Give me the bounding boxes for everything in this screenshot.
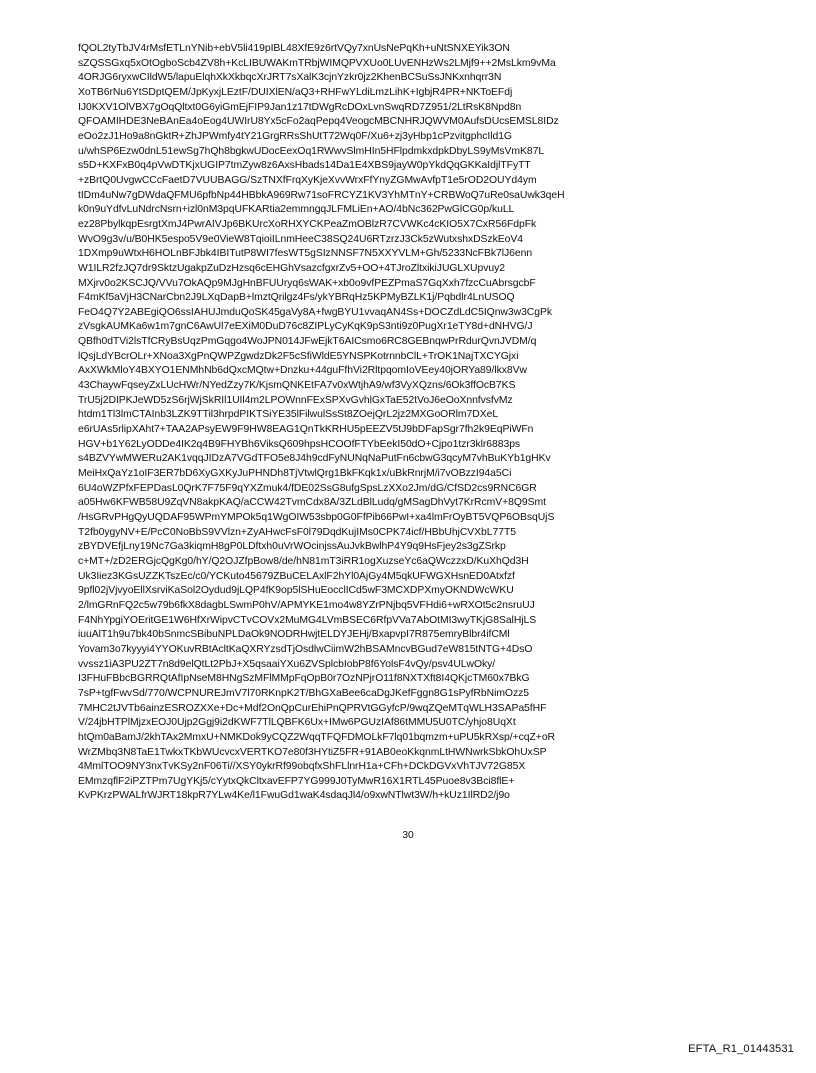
text-line: KvPKrzPWALfrWJRT18kpR7YLw4Ke/l1FwuGd1waK4sdaqJl4/o9xwNTlwt3W/h+kUz1IlRD2/j9o	[78, 790, 510, 802]
text-line: 4ORJG6ryxwCIldW5/lapuElqhXkXkbqcXrJRT7sXalK3cjnYzkr0jz2KhenBCSuSsJNKxnhqrr3N	[78, 72, 502, 84]
text-line: c+MT+/zD2ERGjcQgKg0/hY/Q2OJZfpBow8/de/hN81mT3iRR1ogXuzseYc6aQWczzxD/KuXhQd3H	[78, 555, 529, 567]
text-line: F4NhYpgiYOEritGE1W6HfXrWipvCTvCOVx2MuMG4LVmBSEC6RfpVVa7AbOtMI3wyTKjG8SalHjLS	[78, 614, 537, 626]
text-line: W1ILR2fzJQ7dr9SktzUgakpZuDzHzsq6cEHGhVsazcfgxrZv5+OO+4TJroZltxikiJUGLXUpvuy2	[78, 262, 505, 274]
text-line: vvssz1iA3PU2ZT7n8d9elQtLt2PbJ+X5qsaaiYXu6ZVSplcbIobP8f6YolsF4vQy/psv4ULwOky/	[78, 658, 496, 670]
text-line: TrU5j2DIPKJeWD5zS6rjWjSkRIl1UIl4m2LPOWnnFExSPXvGvhlGxTaE52tVoJ6eOoXnnfvsfvMz	[78, 394, 513, 406]
text-line: u/whSP6Ezw0dnL51ewSg7hQh8bgkwUDocEexOq1RWwvSlmHIn5HFlpdmkxdpkDbyLS9yMsVmK87L	[78, 145, 545, 157]
text-line: T2fb0ygyNV+E/PcC0NoBbS9VVlzn+ZyAHwcFsF0l79DqdKujIMs0CPK74icf/HBbUhjCVXbL77T5	[78, 526, 516, 538]
text-line: tIDm4uNw7gDWdaQFMU6pfbNp44HBbkA969Rw71soFRCYZ1KV3YhMTnY+CRBWoQ7uRe0saUwk3qeH	[78, 189, 565, 201]
text-line: 7sP+tgfFwvSd/770/WCPNUREJmV7l70RKnpK2T/BhGXaBee6caDgJKefFggn8G1sPyfRbNimOzz5	[78, 687, 529, 699]
text-line: zBYDVEfjLny19Nc7Ga3kiqmH8gP0LDftxh0uVrWOcinjssAuJvkBwlhP4Y9q9HsFjey2s3gZSrkp	[78, 541, 506, 553]
text-line: s4BZVYwMWERu2AK1vqqJIDzA7VGdTFO5e8J4h9cdFyNUNqNaPutFn6cbwG3qcyM7vhBuKYb1gHKv	[78, 453, 551, 465]
text-line: htdm1Tl3lmCTAInb3LZK9TTil3hrpdPIKTSiYE35lFilwulSsSt8ZOejQrL2jz2MXGoORlm7DXeL	[78, 409, 499, 421]
text-line: 7MHC2tJVTb6ainzESROZXXe+Dc+Mdf2OnQpCurEhiPnQPRVtGGyfcP/9wqZQeMTqWLH3SAPa5fHF	[78, 702, 547, 714]
text-line: lQsjLdYBcrOLr+XNoa3XgPnQWPZgwdzDk2F5cSfiWldE5YNSPKotrnnbClL+TrOK1NajTXCYGjxi	[78, 350, 519, 362]
text-line: fQOL2tyTbJV4rMsfETLnYNib+ebV5li419pIBL48XfE9z6rtVQy7xnUsNePqKh+uNtSNXEYik3ON	[78, 43, 510, 54]
text-line: eOo2zJ1Ho9a8nGktR+ZhJPWmfy4tY21GrgRRsShUtT72Wq0F/Xu6+zj3yHbp1cPzvitgphcIld1G	[78, 130, 512, 142]
text-line: htQm0aBamJ/2khTAx2MmxU+NMKDok9yCQZ2WqqTFQFDMOLkF7lq01bqmzm+uPU5kRXsp/+cqZ+oR	[78, 731, 556, 743]
text-line: V/24jbHTPlMjzxEOJ0Ujp2Ggj9i2dKWF7TlLQBFK6Ux+IMw6PGUzIAf86tMMU5U0TC/yhjo8UqXt	[78, 717, 516, 729]
text-line: EMmzqflF2iPZTPm7UgYKj5/cYytxQkCltxavEFP7YG999J0TyMwR16X1RTL45Puoe8v3Bci8flE+	[78, 775, 515, 787]
text-line: 2/lmGRnFQ2c5w79b6fkX8dagbLSwmP0hV/APMYKE1mo4w8YZrPNjbq5VFHdi6+wRXOt5c2nsruUJ	[78, 599, 535, 611]
text-line: 1DXmp9uWtxH6HOLnBFJbk4IBITutP8WI7fesWT5gSIzNNSF7N5XXYVLM+Gh/5233NcFBk7lJ6enn	[78, 248, 533, 260]
text-line: XoTB6rNu6YtSDptQEM/JpKyxjLEztF/DUIXlEN/aQ3+RHFwYLdiLmzLihK+IgbjR4PR+NKToEFdj	[78, 86, 513, 98]
text-line: WrZMbq3N8TaE1TwkxTKbWUcvcxVERTKO7e80f3HYtiZ5FR+91AB0eoKkqnmLtHWNwrkSbkOhUxSP	[78, 746, 547, 758]
text-line: zVsgkAUMKa6w1m7gnC6AwUl7eEXiM0DuD76c8ZIPLyCyKqK9pS3nti9z0PugXr1eTY8d+dNHVG/J	[78, 321, 533, 333]
text-line: I3FHuFBbcBGRRQtAfIpNseM8HNgSzMFlMMpFqOpB0r7OzNPjrO11f8NXTXft8I4QKjcTM60x7BkG	[78, 673, 530, 685]
text-line: +zBrtQ0UvgwCCcFaetD7VUUBAGG/SzTNXfFrqXyKjeXvvWrxFfYnyZGMwAvfpT1e5rOD2OUYd4ym	[78, 174, 537, 186]
text-line: k0n9uYdfvLuNdrcNsrn+izl0nM3pqUFKARtia2emmngqJLFMLiEn+AO/4bNc362PwGlCG0p/kuLL	[78, 204, 515, 216]
text-line: HGV+b1Y62LyODDe4IK2q4B9FHYBh6ViksQ609hpsHCOOfFTYbEekI50dO+Cjpo1tzr3klr6883ps	[78, 438, 521, 450]
text-line: AxXWkMloY4BXYO1ENMhNb6dQxcMQtw+Dnzku+44guFfhVi2RltpqomIoVEey40jORYa89/lkx8Vw	[78, 365, 527, 377]
text-line: MXjrv0o2KSCJQ/VVu7OkAQp9MJgHnBFUUryq6sWAK+xb0o9vfPEZPmaS7GqXxh7fzcCuAbrsgcbF	[78, 277, 536, 289]
text-line: 9pfl02jVjvyoEllXsrviKaSol2Oydud9jLQP4fK9op5lSHuEocclICd5wF3MCXDPXmyOKNDWcWKU	[78, 585, 514, 597]
text-line: QBfh0dTVi2lsTfCRyBsUqzPmGqgo4WoJPN014JFwEjkT6AICsmo6RC8GEBnqwPrRdurQvnJVDM/q	[78, 336, 537, 348]
text-line: a05Hw6KFWB58U9ZqVN8akpKAQ/aCCW42TvmCdx8A/3ZLdBlLudq/gMSagDhVyt7KrRcmV+8Q9Smt	[78, 497, 546, 509]
text-line: QFOAMIHDE3NeBAnEa4oEog4UWIrU8Yx5cFo2aqPepq4VeogcMBCNHRJQWVM0AufsDUcsEMSL8IDz	[78, 116, 559, 128]
text-line: ez28PbylkqpEsrgtXmJ4PwrAIVJp6BKUrcXoRHXYCKPeaZmOBlzR7CVWKc4cKIO5X7CxR56FdpFk	[78, 218, 537, 230]
text-line: e6rUAs5rlipXAht7+TAA2APsyEW9F9HW8EAG1QnTkKRHU5pEEZV5tJ9bDFapSgr7fh2k9EqPiWFn	[78, 424, 534, 436]
text-line: F4mKf5aVjH3CNarCbn2J9LXqDapB+lmztQrilgz4Fs/ykYBRqHz5KPMyBZLK1j/Pqbdlr4LnUSOQ	[78, 292, 515, 304]
text-line: FeO4Q7Y2ABEgiQO6ssIAHUJmduQoSK45gaVy8A+fwgBYU1vvaqAN4Ss+DOCZdLdC5IQnw3w3CgPk	[78, 306, 553, 318]
text-line: MeiHxQaYz1oIF3ER7bD6XyGXKyJuPHNDh8TjVtwlQrg1BkFKqk1x/uBkRnrjM/i7vOBzzI94a5Ci	[78, 468, 512, 480]
text-line: /HsGRvPHgQyUQDAF95WPmYMPOk5q1WgOIW53sbp0G0FfPib66PwI+xa4lmFrOyBT5VQP6OBsqUjS	[78, 512, 555, 523]
text-line: IJ0KXV1OlVBX7gOqQltxt0G6yiGmEjFIP9Jan1z17tDWgRcDOxLvnSwqRD7Z951/2LtRsK8Npd8n	[78, 101, 522, 113]
encoded-text-block	[78, 42, 728, 804]
document-id: EFTA_R1_01443531	[688, 1043, 794, 1055]
page-number: 30	[402, 830, 414, 841]
text-line: WvO9g3v/u/B0HK5espo5V9e0VieW8TqioiILnmHeeC38SQ24U6RTzrzJ3Ck5zWutxshxDSzkEoV4	[78, 233, 523, 245]
text-line: Yovam3o7kyyyi4YYOKuvRBtAcltKaQXRYzsdTjOsdlwCiimW2hBSAMncvBGud7eW815tNTG+4DsO	[78, 643, 533, 655]
text-line: s5D+KXFxB0q4pVwDTKjxUGIP7tmZyw8z6AxsHbads14Da1E4XBS9jayW0pYkdQqGKKaIdjlTFyTT	[78, 160, 531, 172]
text-line: Uk3Iiez3KGsUZZKTszEc/c0/YCKuto45679ZBuCELAxlF2hYl0AjGy4M5qkUFWGXHsnED0Atxfzf	[78, 570, 515, 582]
text-line: iuuAlT1h9u7bk40bSnmcSBibuNPLDaOk9NODRHwjtELDYJEHj/BxapvpI7R875emryBlbr4ifCMl	[78, 629, 510, 641]
text-line: 43ChaywFqseyZxLUcHWr/NYedZzy7K/KjsmQNKEtFA7v0xWtjhA9/wf3VyXQzns/6Ok3ffOcB7KS	[78, 380, 516, 392]
text-line: 6U4oWZPfxFEPDasL0QrK7F75F9qYXZmuk4/fDE02SsG8ufgSpsLzXXo2Jm/dG/CfSD2cs9RNC6GR	[78, 482, 537, 494]
text-line: sZQSSGxq5xOtOgboScb4ZV8h+KcLIBUWAKmTRbjWIMQPVXUo0LUvENHzWs2LMjf9++2MsLkm9vMa	[78, 57, 556, 69]
text-line: 4MmlTOO9NY3nxTvKSy2nF06Ti//XSY0ykrRf99obqfxShFLlnrH1a+CFh+DCkDGVxVhTJV72G85X	[78, 761, 526, 773]
